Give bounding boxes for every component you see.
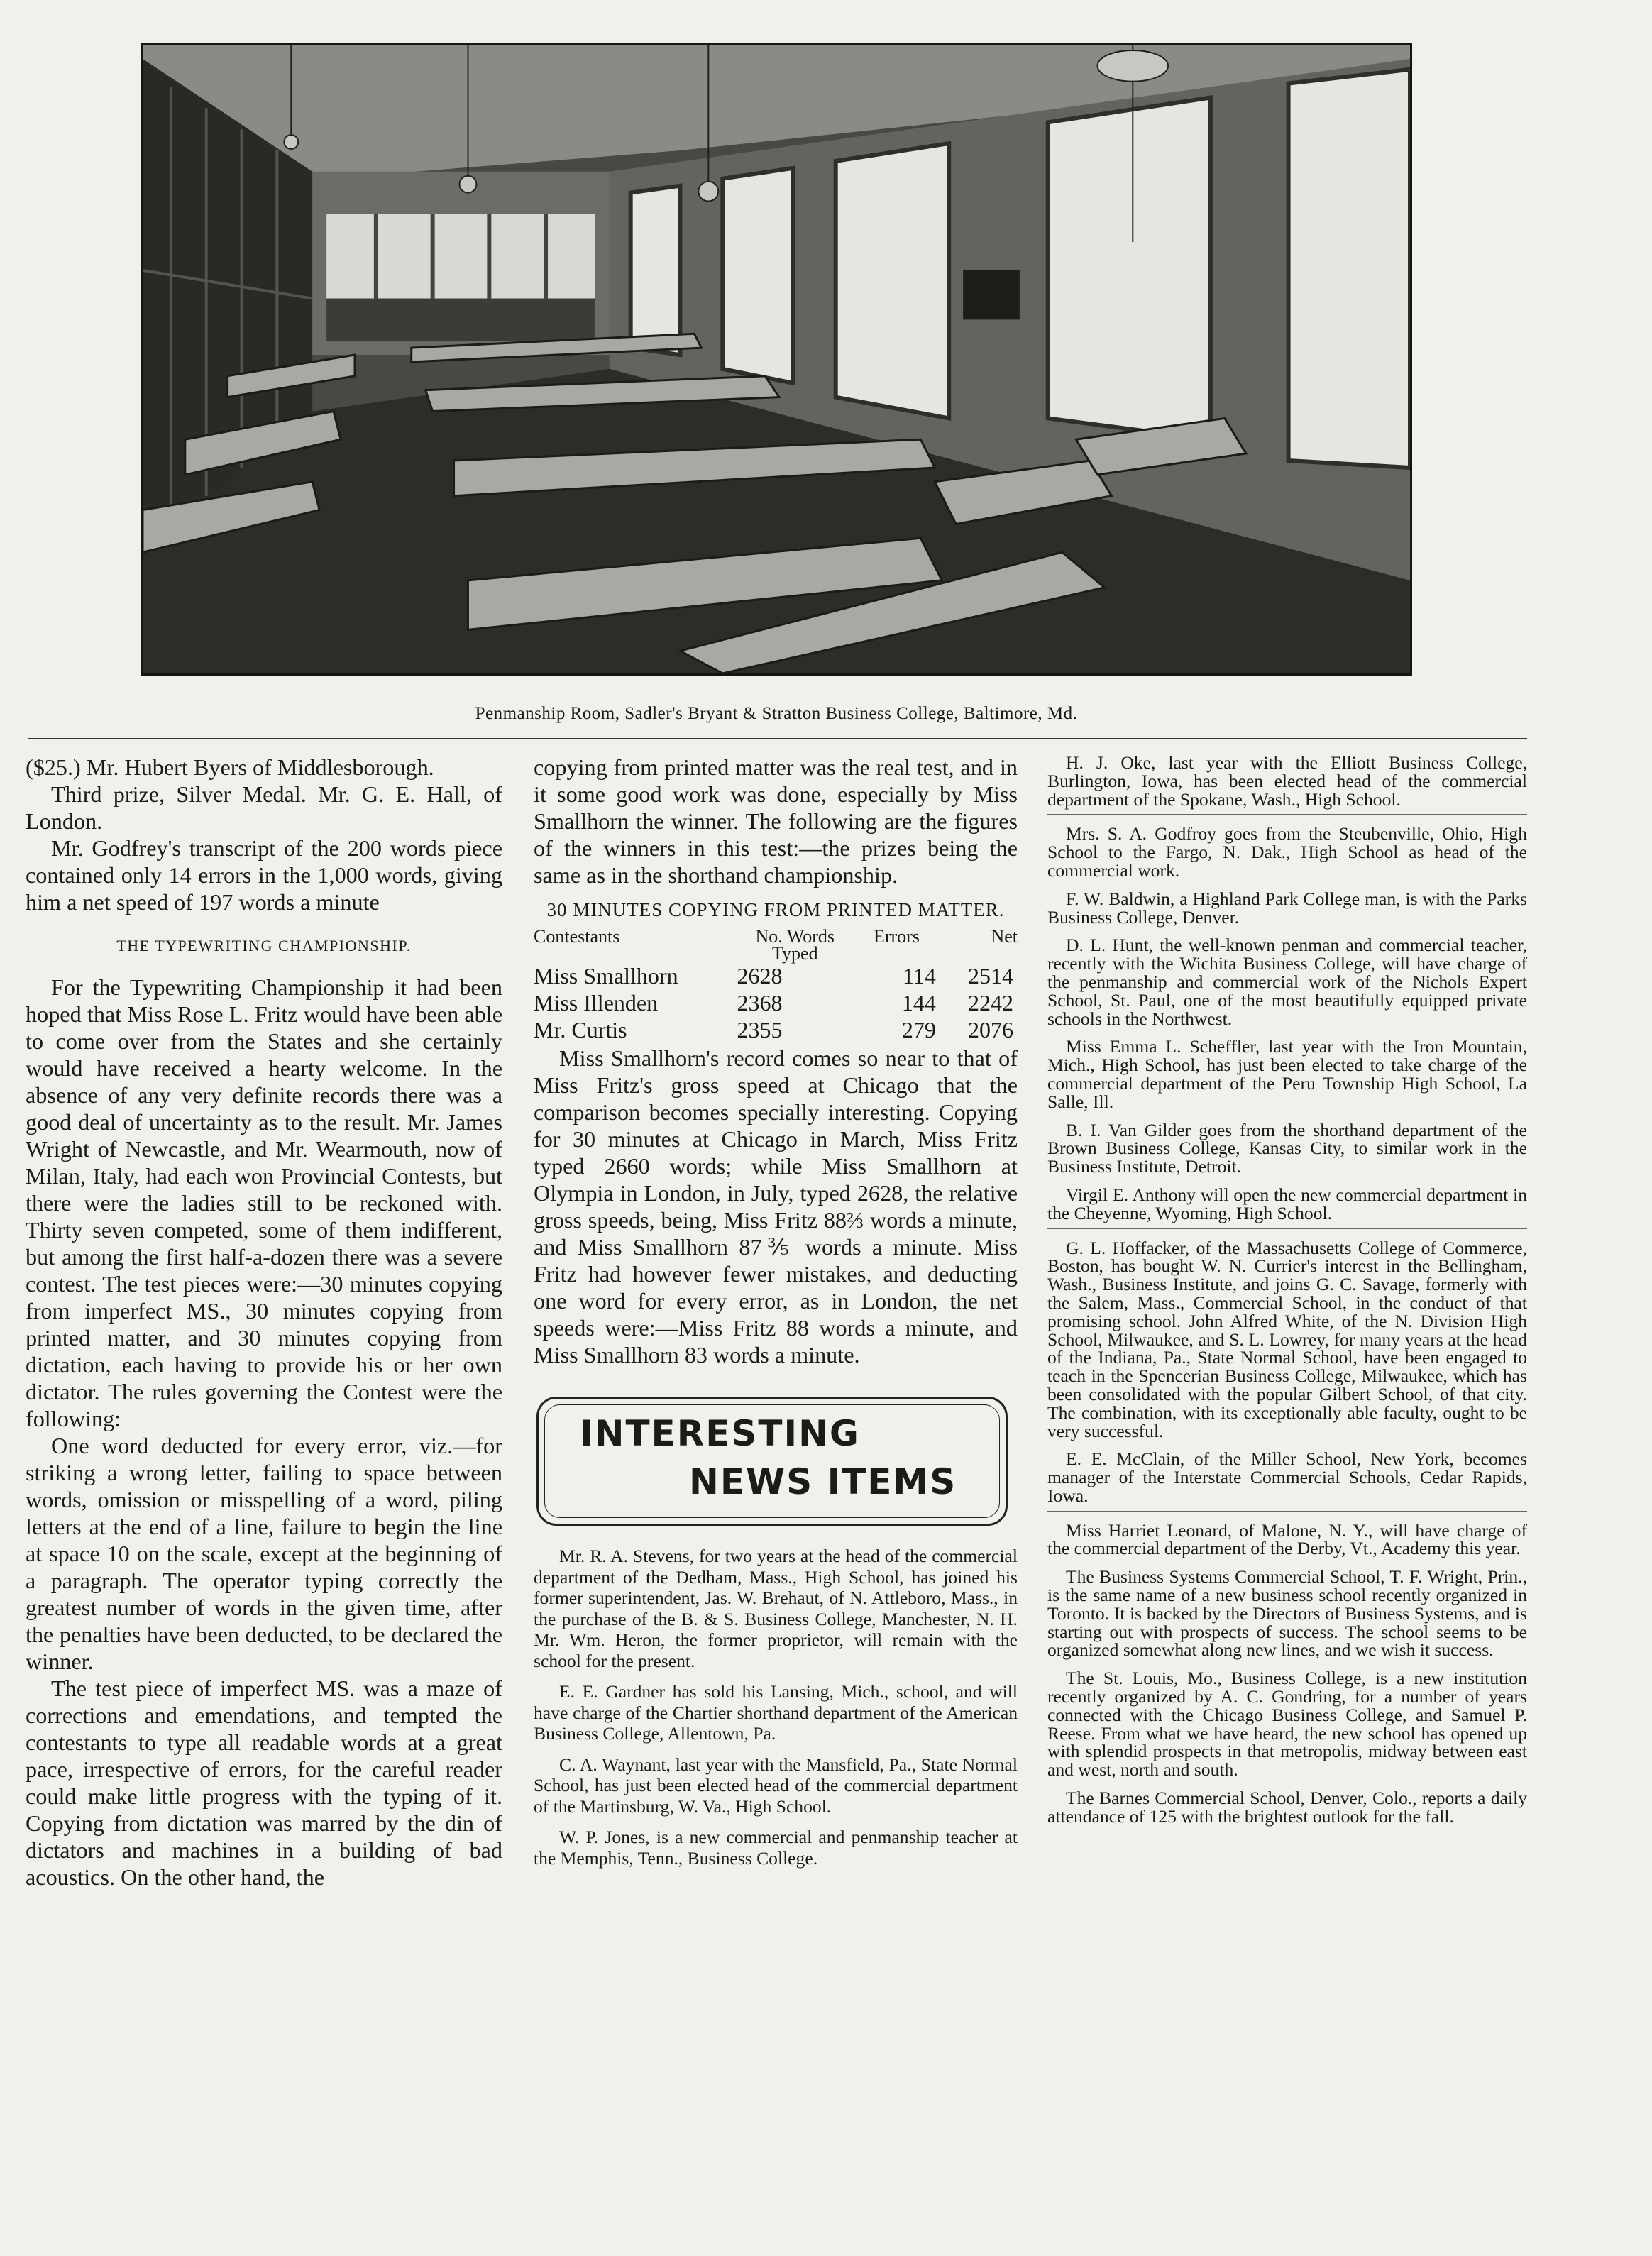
paragraph: For the Typewriting Championship it had been hoped that Miss Rose L. Fritz would have been able to come over from the States and she certainly would have received a hearty welcome. In the absence of any very definite records there was a good deal of uncertainty as to the result. Mr. James Wright of Newcastle, and Mr. Wearmouth, now of Milan, Italy, had each won Provincial Contests, but there were the ladies still to be reckoned with. Thirty seven competed, some of them indifferent, but among the first half-a-dozen there was a severe contest. The test pieces were:—30 minutes copying from imperfect MS., 30 minutes copying from printed matter, and 30 minutes copying from dictation, each having to provide his or her own dictator. The rules governing the Contest were the following: [26, 974, 502, 1431]
column-3 [1047, 754, 1527, 1836]
cell-words: 2355 [737, 1017, 783, 1042]
cell-words: 2628 [737, 963, 783, 989]
news-items-banner [536, 1397, 1008, 1526]
banner-title-line2: NEWS ITEMS [689, 1461, 957, 1502]
cell-name: Mr. Curtis [534, 1017, 627, 1042]
paragraph: The test piece of imperfect MS. was a maze of corrections and emendations, and tempted the contestants to type all readable words at a great pace, irrespective of errors, for the careful reader could make little progress with the typing of it. Copying from dictation was marred by the din of dictators and machines in a building of bad acoustics. On the other hand, the [26, 1676, 502, 1890]
header-net: Net [991, 926, 1018, 947]
cell-errors: 279 [901, 1017, 936, 1042]
section-heading: THE TYPEWRITING CHAMPIONSHIP. [116, 937, 412, 954]
paragraph: One word deducted for every error, viz.—for striking a wrong letter, failing to space between words, omission or misspelling of a word, piling letters at the end of a line, failure to begin the line at space 10 on the scale, except at the beginning of a paragraph. The operator typing correctly the greatest number of words in the given time, after the penalties have been deducted, to be declared the winner. [26, 1433, 502, 1674]
news-item: Miss Emma L. Scheffler, last year with the Iron Mountain, Mich., High School, has just been elected to take charge of the commercial department of the Peru Township High School, La Salle, Ill. [1047, 1036, 1527, 1112]
paragraph: ($25.) Mr. Hubert Byers of Middlesborough. [26, 754, 434, 780]
results-table [534, 928, 1018, 1043]
cell-net: 2242 [968, 990, 1013, 1016]
table-row [534, 962, 1018, 989]
paragraph: copying from printed matter was the real test, and in it some good work was done, especially by Miss Smallhorn the winner. The following are the figures of the winners in this test:—the prizes being the same as in the shorthand championship. [534, 754, 1018, 888]
news-item: B. I. Van Gilder goes from the shorthand department of the Brown Business College, Kansas City, to similar work in the Business Institute, Detroit. [1047, 1119, 1527, 1177]
news-item: The Barnes Commercial School, Denver, Colo., reports a daily attendance of 125 with the brightest outlook for the fall. [1047, 1788, 1527, 1827]
banner-title-line1: INTERESTING [580, 1413, 860, 1454]
table-title: 30 MINUTES COPYING FROM PRINTED MATTER. [546, 899, 1005, 920]
news-item: The St. Louis, Mo., Business College, is a new institution recently organized by A. C. Gondring, for a number of years connected with the Chicago Business College, and Samuel P. Reese. From what we have heard, the new school has opened up with splendid prospects in that metropolis, midway between east and west, north and south. [1047, 1668, 1527, 1781]
header-contestants: Contestants [534, 926, 620, 947]
news-item: E. E. Gardner has sold his Lansing, Mich., school, and will have charge of the Chartier shorthand department of the American Business College, Allentown, Pa. [534, 1681, 1018, 1744]
column-1 [26, 754, 502, 1891]
paragraph: Mr. Godfrey's transcript of the 200 words piece contained only 14 errors in the 1,000 words, giving him a net speed of 197 words a minute [26, 835, 502, 915]
news-item: Miss Harriet Leonard, of Malone, N. Y., will have charge of the commercial department of the Derby, Vt., Academy this year. [1047, 1519, 1527, 1559]
cell-net: 2076 [968, 1017, 1013, 1042]
cell-errors: 114 [903, 963, 936, 989]
classroom-photo [141, 43, 1412, 676]
divider-rule [28, 738, 1527, 739]
header-errors: Errors [873, 926, 920, 947]
photo-caption: Penmanship Room, Sadler's Bryant & Stratton Business College, Baltimore, Md. [475, 704, 1078, 723]
column-2 [534, 754, 1018, 1878]
cell-net: 2514 [968, 963, 1013, 989]
news-item: Mr. R. A. Stevens, for two years at the head of the commercial department of the Dedham, Mass., High School, has joined his former superintendent, Jas. W. Brehaut, of N. Attleboro, Mass., in the purchase of the B. & S. Business College, Manchester, N. H. Mr. Wm. Heron, the former proprietor, will remain with the school for the present. [534, 1546, 1018, 1671]
table-header-row [534, 928, 1018, 962]
news-item: W. P. Jones, is a new commercial and penmanship teacher at the Memphis, Tenn., Business College. [534, 1827, 1018, 1869]
cell-name: Miss Smallhorn [534, 963, 678, 989]
news-item: D. L. Hunt, the well-known penman and commercial teacher, recently with the Wichita Business College, will have charge of the penmanship and commercial work of the Nichols Expert School, St. Paul, one of the most beautifully equipped private schools in the Northwest. [1047, 935, 1527, 1029]
news-item: F. W. Baldwin, a Highland Park College man, is with the Parks Business College, Denver. [1047, 888, 1527, 928]
cell-name: Miss Illenden [534, 990, 659, 1016]
news-item: Virgil E. Anthony will open the new commercial department in the Cheyenne, Wyoming, High School. [1047, 1186, 1527, 1229]
news-item: Mrs. S. A. Godfroy goes from the Steubenville, Ohio, High School to the Fargo, N. Dak., High School as head of the commercial work. [1047, 823, 1527, 881]
paragraph: Third prize, Silver Medal. Mr. G. E. Hall, of London. [26, 781, 502, 834]
cell-errors: 144 [901, 990, 936, 1016]
news-item: G. L. Hoffacker, of the Massachusetts College of Commerce, Boston, has bought W. N. Currier's interest in the Bellingham, Wash., Business Institute, and joins G. C. Savage, formerly with the Salem, Mass., Commercial School, in the conduct of that promising school. John Alfred White, of the N. Division High School, Milwaukee, and S. L. Lowrey, for many years at the head of the Indiana, Pa., State Normal School, have been engaged to teach in the Spencerian Business College, Milwaukee, which has been consolidated with the popular Gilbert School, of that city. The combination, with its exceptionally able faculty, ought to be very successful. [1047, 1237, 1527, 1441]
header-words: No. Words Typed [755, 926, 835, 964]
news-item: C. A. Waynant, last year with the Mansfield, Pa., State Normal School, has just been elected head of the commercial department of the Martinsburg, W. Va., High School. [534, 1754, 1018, 1817]
table-row [534, 989, 1018, 1016]
cell-words: 2368 [737, 990, 783, 1016]
paragraph: Miss Smallhorn's record comes so near to that of Miss Fritz's gross speed at Chicago that the comparison becomes specially interesting. Copying for 30 minutes at Chicago in March, Miss Fritz typed 2660 words; while Miss Smallhorn at Olympia in London, in July, typed 2628, the relative gross speeds, being, Miss Fritz 88⅔ words a minute, and Miss Smallhorn 87⅗ words a minute. Miss Fritz had however fewer mistakes, and deducting one word for every error, as in London, the net speeds were:—Miss Fritz 88 words a minute, and Miss Smallhorn 83 words a minute. [534, 1045, 1018, 1368]
news-item: E. E. McClain, of the Miller School, New York, becomes manager of the Interstate Commercial Schools, Cedar Rapids, Iowa. [1047, 1450, 1527, 1511]
news-item: H. J. Oke, last year with the Elliott Business College, Burlington, Iowa, has been elected head of the commercial department of the Spokane, Wash., High School. [1047, 754, 1527, 815]
table-row [534, 1016, 1018, 1043]
news-item: The Business Systems Commercial School, T. F. Wright, Prin., is the same name of a new business school recently organized in Toronto. It is backed by the Directors of Business Systems, and is starting out with prospects of success. The school seems to be organized somewhat along new lines, and we wish it success. [1047, 1566, 1527, 1661]
